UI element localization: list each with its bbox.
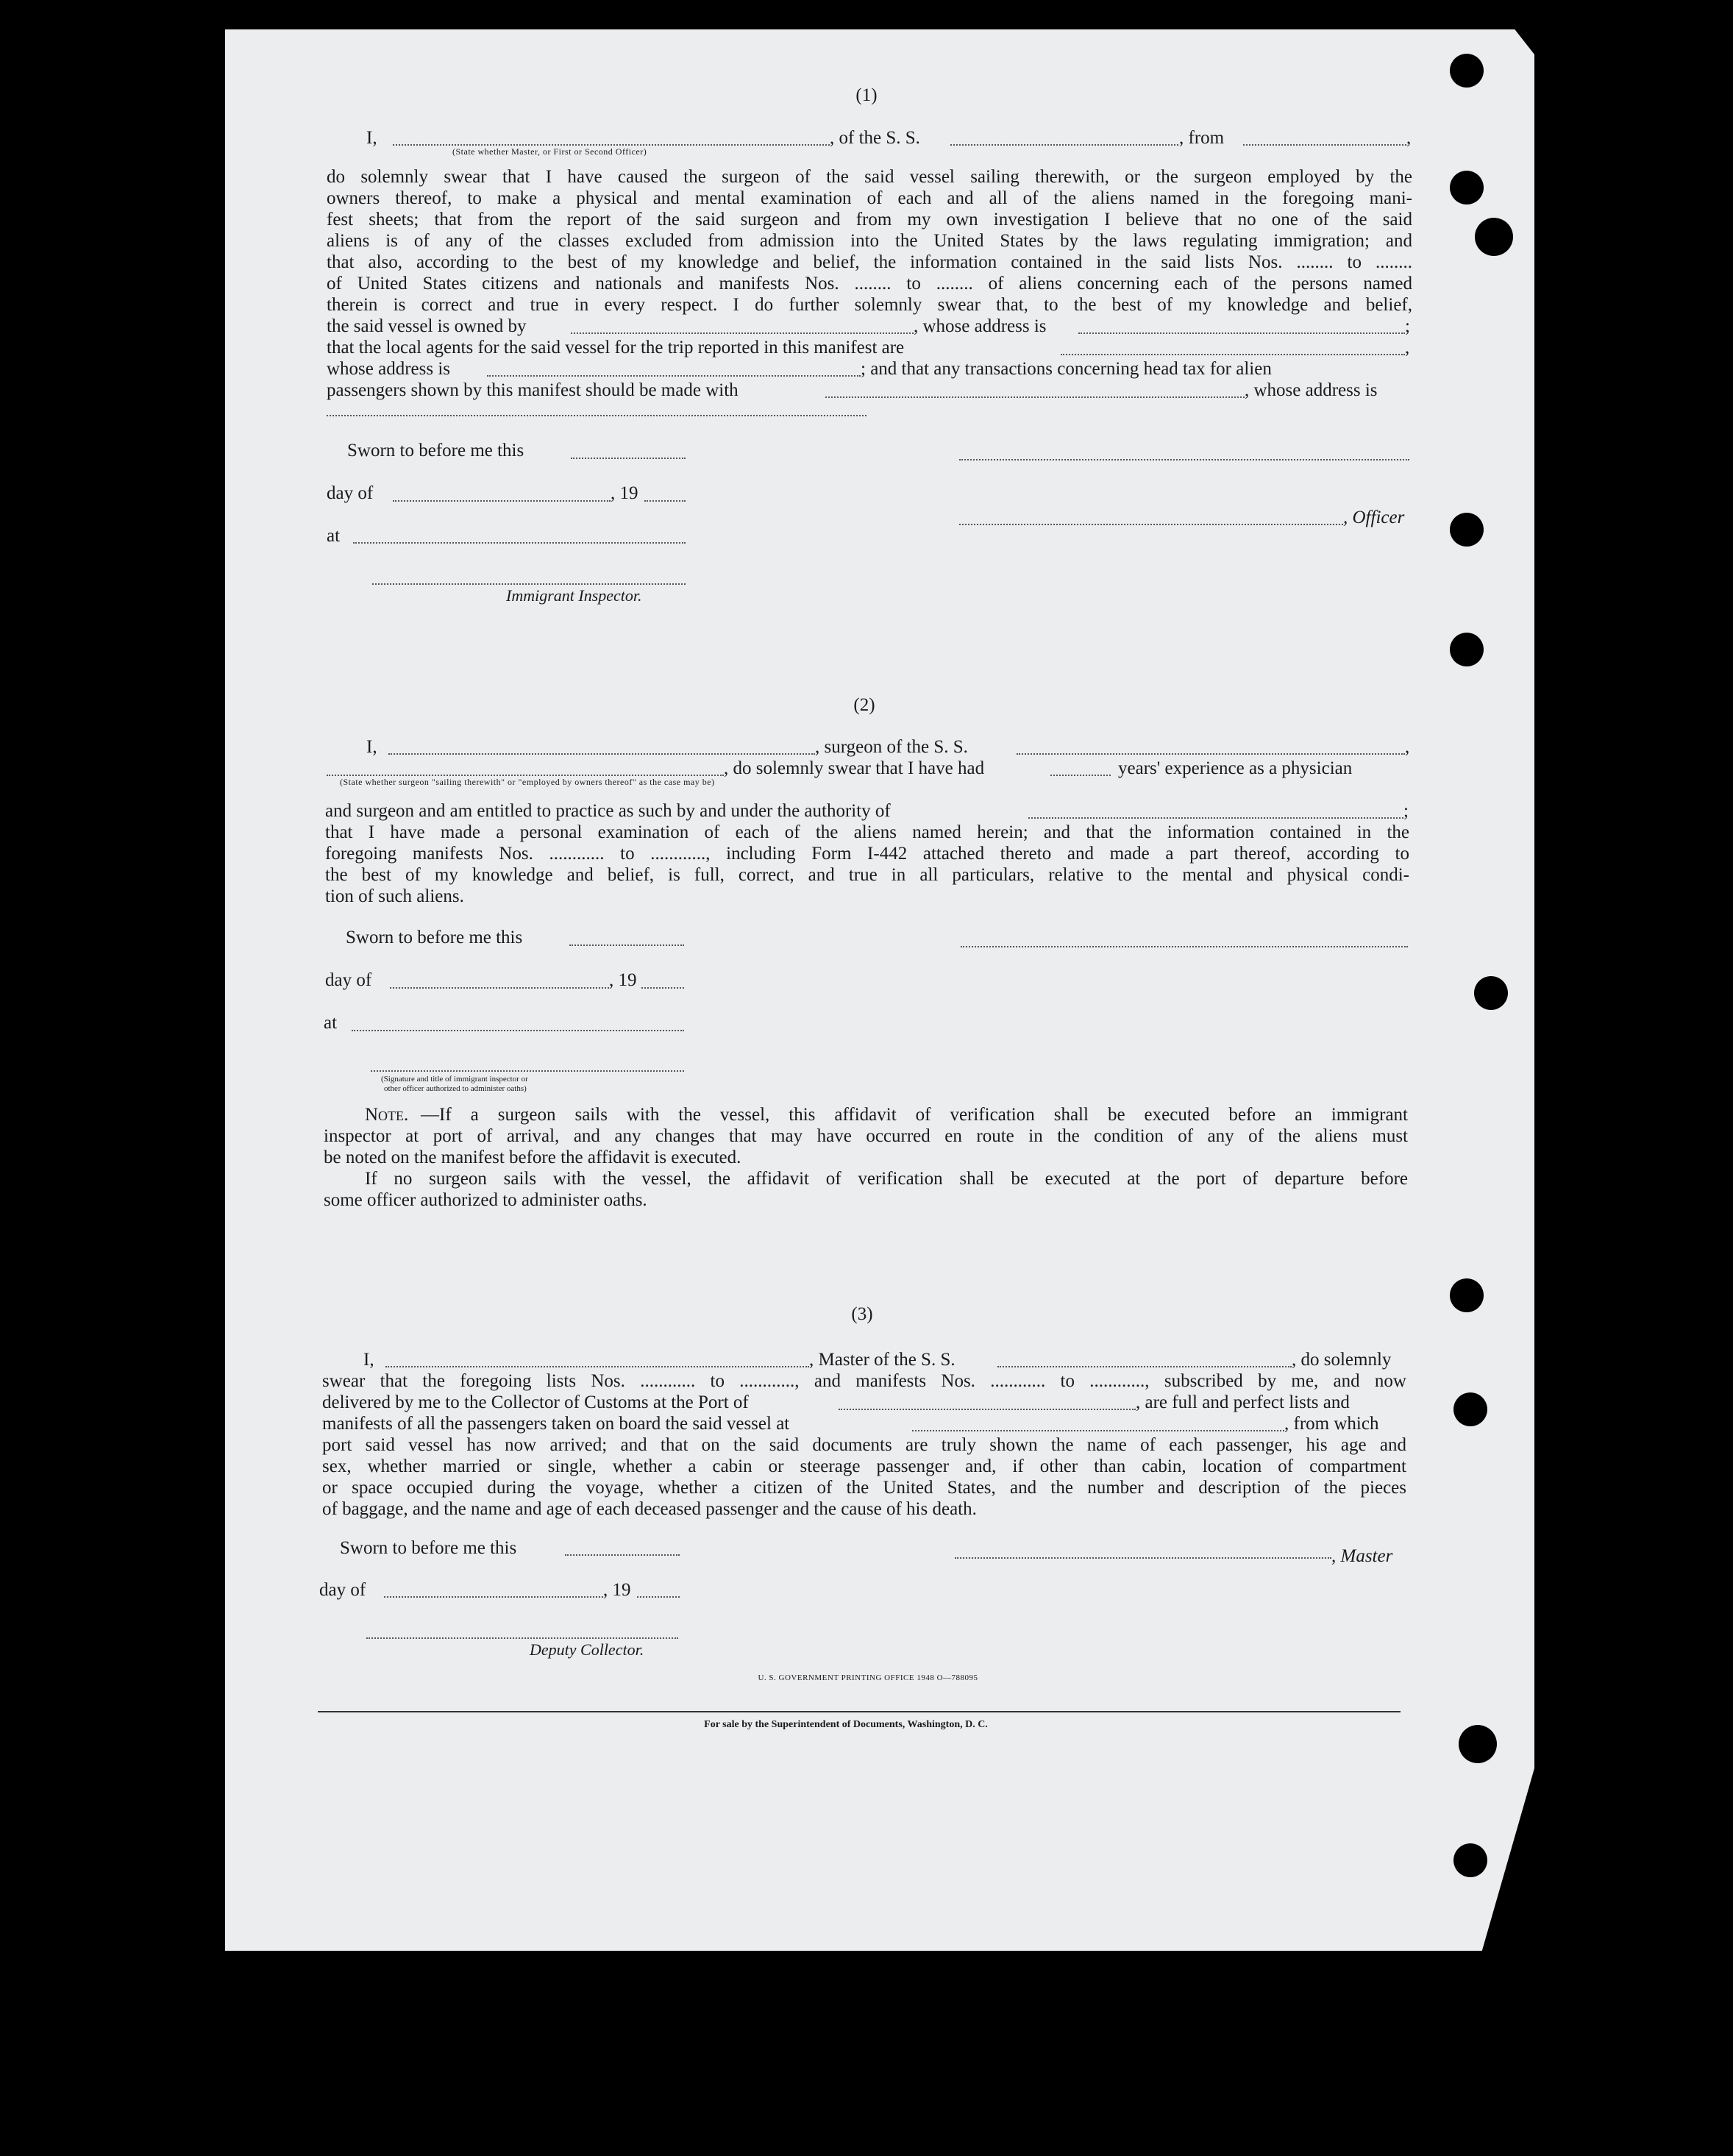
section-number: (3) xyxy=(851,1304,873,1324)
head-tax-text: ; and that any transactions concerning head tax for alien xyxy=(861,359,1272,379)
text-line: therein is correct and true in every respect. I do further solemnly swear that, to the best of my knowledge and belief, xyxy=(327,295,1412,315)
text-line: of baggage, and the name and age of each deceased passenger and the cause of his death. xyxy=(322,1499,977,1519)
month-field[interactable] xyxy=(393,500,611,502)
section-number: (1) xyxy=(855,85,878,105)
comma: , xyxy=(1406,128,1412,148)
text-line: fest sheets; that from the report of the said surgeon and from my own investigation I believe that no one of the said xyxy=(327,210,1412,230)
officer-label: , Officer xyxy=(1343,508,1405,527)
text-line: port said vessel has now arrived; and that on the said documents are truly shown the name of each passenger, his age and xyxy=(322,1435,1406,1455)
text-line: the best of my knowledge and belief, is full, correct, and true in all particulars, relative to the mental and physical condi- xyxy=(325,865,1409,885)
sworn-label: Sworn to before me this xyxy=(340,1538,517,1558)
binder-hole xyxy=(1459,1725,1497,1763)
text-line: sex, whether married or single, whether a cabin or steerage passenger and, if other than cabin, location of compartment xyxy=(322,1456,1406,1476)
owner-label: the said vessel is owned by xyxy=(327,316,527,336)
binder-hole xyxy=(1453,1392,1487,1426)
text-line: of United States citizens and nationals and manifests Nos. ........ to ........ of aliens concerning each of the persons named xyxy=(327,274,1412,293)
owner-address-label: , whose address is xyxy=(914,316,1047,336)
year-field[interactable] xyxy=(637,1596,680,1598)
text-line: that I have made a personal examination of each of the aliens named herein; and that the information contained in the xyxy=(325,822,1409,842)
day-label: day of xyxy=(325,970,372,990)
port-field[interactable] xyxy=(839,1409,1136,1410)
sale-notice: For sale by the Superintendent of Documents, Washington, D. C. xyxy=(704,1719,988,1730)
text-line: If no surgeon sails with the vessel, the affidavit of verification shall be executed at the port of departure before xyxy=(365,1169,1408,1189)
embark-field[interactable] xyxy=(912,1430,1284,1431)
footer-rule xyxy=(318,1711,1401,1712)
vessel-label: , of the S. S. xyxy=(830,128,920,148)
field-hint: (State whether Master, or First or Second Officer) xyxy=(452,146,647,157)
master-vessel-field[interactable] xyxy=(997,1366,1292,1367)
head-tax-address-field[interactable] xyxy=(327,415,866,416)
year-field[interactable] xyxy=(644,500,686,502)
signature-hint: other officer authorized to administer oaths) xyxy=(384,1084,527,1093)
binder-hole xyxy=(1450,54,1484,88)
year-label: , 19 xyxy=(611,483,638,503)
binder-hole xyxy=(1450,1278,1484,1312)
lists-label: , are full and perfect lists and xyxy=(1136,1392,1350,1412)
text-line: swear that the foregoing lists Nos. ............ to ............, and manifests Nos. ............ to ............, subscribed by me, and now xyxy=(322,1371,1406,1391)
head-tax-label: passengers shown by this manifest should be made with xyxy=(327,380,739,400)
binder-hole xyxy=(1474,976,1508,1010)
owner-address-field[interactable] xyxy=(1078,332,1405,334)
note-label: Note. xyxy=(365,1105,409,1125)
month-field[interactable] xyxy=(390,987,609,989)
solemnly-label: , do solemnly xyxy=(1292,1350,1392,1370)
from-which-label: , from which xyxy=(1284,1414,1379,1434)
authority-field[interactable] xyxy=(1028,817,1403,819)
surgeon-vessel-label: , surgeon of the S. S. xyxy=(815,737,968,757)
place-field[interactable] xyxy=(352,1030,684,1031)
text-line: aliens is of any of the classes excluded from admission into the United States by the laws regulating immigration; and xyxy=(327,231,1412,251)
field-hint: (State whether surgeon "sailing therewith" or "employed by owners thereof" as the case may be) xyxy=(340,777,715,787)
text-line: be noted on the manifest before the affidavit is executed. xyxy=(324,1148,741,1167)
sworn-label: Sworn to before me this xyxy=(346,928,523,947)
text-line: inspector at port of arrival, and any changes that may have occurred en route in the condition of any of the aliens must xyxy=(324,1126,1408,1146)
text-line: owners thereof, to make a physical and mental examination of each and all of the aliens named in the foregoing mani- xyxy=(327,188,1412,208)
year-label: , 19 xyxy=(609,970,637,990)
surgeon-status-field[interactable] xyxy=(327,775,724,776)
text-line: or space occupied during the voyage, whether a citizen of the United States, and the number and description of the pieces xyxy=(322,1478,1406,1498)
section-number: (2) xyxy=(853,695,875,715)
master-name-field[interactable] xyxy=(385,1366,809,1367)
place-field[interactable] xyxy=(353,542,686,544)
binder-hole xyxy=(1450,513,1484,547)
month-field[interactable] xyxy=(384,1596,603,1598)
owner-field[interactable] xyxy=(571,332,914,334)
agents-label: that the local agents for the said vessel for the trip reported in this manifest are xyxy=(327,338,905,357)
head-tax-field[interactable] xyxy=(825,396,1245,398)
printer-imprint: U. S. GOVERNMENT PRINTING OFFICE 1948 O—788095 xyxy=(758,1673,978,1682)
officer-field[interactable] xyxy=(393,144,830,146)
at-label: at xyxy=(327,526,341,546)
vessel-field[interactable] xyxy=(950,144,1178,146)
port-label: delivered by me to the Collector of Customs at the Port of xyxy=(322,1392,749,1412)
text-line: foregoing manifests Nos. ............ to ............, including Form I-442 attached thereto and made a part thereof, according to xyxy=(325,844,1409,864)
agent-address-label: whose address is xyxy=(327,359,451,379)
binder-hole xyxy=(1450,633,1484,666)
binder-hole xyxy=(1453,1843,1487,1877)
officer-title-field[interactable] xyxy=(959,524,1343,525)
master-label: , Master xyxy=(1331,1546,1393,1566)
binder-hole xyxy=(1475,218,1513,256)
inspector-label: Immigrant Inspector. xyxy=(506,586,642,605)
text-line: that also, according to the best of my knowledge and belief, the information contained in the said lists Nos. ........ to ........ xyxy=(327,252,1412,272)
day-label: day of xyxy=(319,1580,366,1600)
surgeon-vessel-field[interactable] xyxy=(1017,753,1405,755)
sworn-day-field[interactable] xyxy=(565,1554,680,1556)
text-line: tion of such aliens. xyxy=(325,886,464,906)
physician-label: years' experience as a physician xyxy=(1118,758,1353,778)
surgeon-signature-field[interactable] xyxy=(961,946,1408,947)
at-label: at xyxy=(324,1013,338,1033)
semicolon: ; xyxy=(1405,316,1410,336)
year-field[interactable] xyxy=(641,987,684,989)
pronoun-label: I, xyxy=(366,737,377,757)
semicolon: ; xyxy=(1403,801,1409,821)
experience-label: , do solemnly swear that I have had xyxy=(724,758,985,778)
officer-signature-field[interactable] xyxy=(371,1070,684,1072)
text-line: some officer authorized to administer oaths. xyxy=(324,1190,647,1210)
years-field[interactable] xyxy=(1050,775,1111,776)
text-line: —If a surgeon sails with the vessel, this affidavit of verification shall be executed before an immigrant xyxy=(421,1105,1408,1125)
from-field[interactable] xyxy=(1243,144,1406,146)
collector-label: Deputy Collector. xyxy=(530,1640,644,1659)
sworn-label: Sworn to before me this xyxy=(347,441,524,460)
embark-label: manifests of all the passengers taken on board the said vessel at xyxy=(322,1414,790,1434)
binder-hole xyxy=(1450,171,1484,204)
sworn-day-field[interactable] xyxy=(571,458,686,459)
comma: , xyxy=(1405,338,1410,357)
master-signature-field[interactable] xyxy=(955,1557,1331,1559)
day-label: day of xyxy=(327,483,374,503)
surgeon-name-field[interactable] xyxy=(388,753,815,755)
sworn-day-field[interactable] xyxy=(569,944,684,946)
authority-label: and surgeon and am entitled to practice as such by and under the authority of xyxy=(325,801,891,821)
master-vessel-label: , Master of the S. S. xyxy=(809,1350,956,1370)
officer-signature-field[interactable] xyxy=(959,459,1409,460)
from-label: , from xyxy=(1179,128,1225,148)
year-label: , 19 xyxy=(603,1580,631,1600)
text-line: do solemnly swear that I have caused the surgeon of the said vessel sailing therewith, or the surgeon employed by the xyxy=(327,167,1412,187)
pronoun-label: I, xyxy=(363,1350,374,1370)
agents-field[interactable] xyxy=(1061,354,1405,355)
head-tax-address-label: , whose address is xyxy=(1245,380,1378,400)
signature-hint: (Signature and title of immigrant inspector or xyxy=(381,1075,528,1084)
pronoun-label: I, xyxy=(366,128,377,148)
comma: , xyxy=(1405,737,1410,757)
agent-address-field[interactable] xyxy=(487,375,861,377)
